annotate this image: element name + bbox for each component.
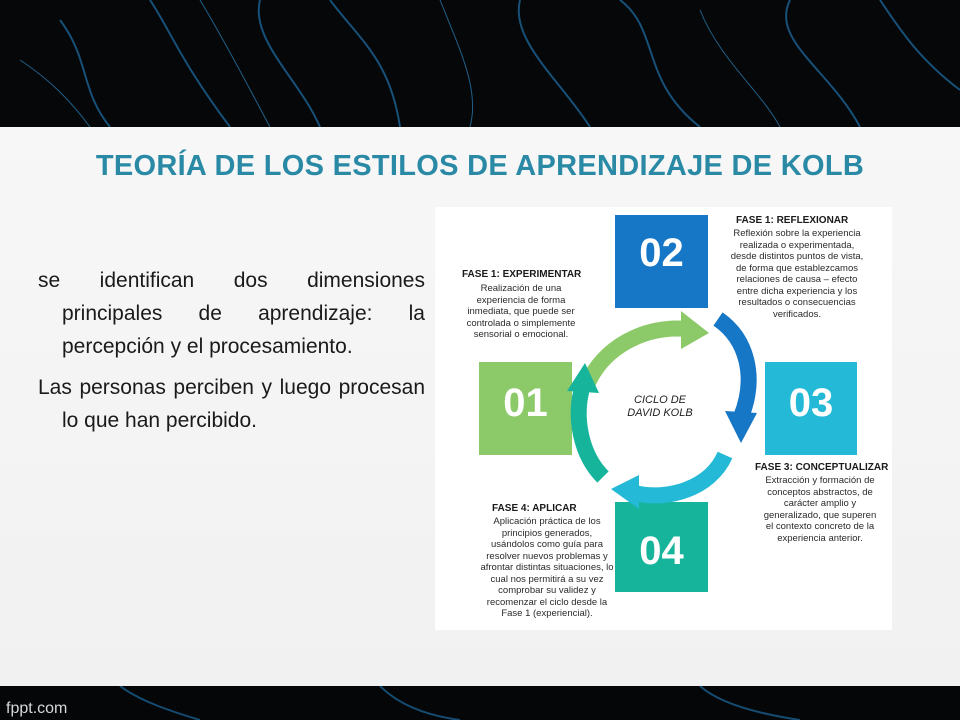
phase4-title: FASE 4: APLICAR [492, 503, 577, 514]
phase2-text: Reflexión sobre la experiencia realizada o experimentada, desde distintos puntos de vista, de forma que establezcamos relaciones de causa – efecto entre dicha experiencia y los resultados o consecuencias verificados. [730, 228, 864, 320]
blue-veins-decoration [0, 0, 960, 127]
phase4-text: Aplicación práctica de los principios generados, usándolos como guía para resolver nuevos problemas y afrontar distintas situaciones, lo cual nos permitirá a su vez comprobar su validez y recomenzar el ciclo desde la Fase 1 (experiencial). [480, 516, 614, 619]
phase1-text: Realización de una experiencia de forma inmediata, que puede ser controlada o simplemente sensorial o emocional. [466, 283, 576, 340]
box-02-label: 02 [639, 231, 684, 275]
arrow-blue [718, 319, 749, 417]
arrow-green-head [681, 311, 709, 349]
center-line-2: DAVID KOLB [627, 407, 693, 419]
footer-brand: fppt.com [6, 700, 68, 717]
paragraph-dimensions: se identifican dos dimensiones principales de aprendizaje: la percepción y el procesamiento. [38, 269, 425, 358]
slide-title: TEORÍA DE LOS ESTILOS DE APRENDIZAJE DE KOLB [95, 150, 865, 182]
kolb-cycle-diagram [435, 207, 892, 630]
arrow-blue-head [725, 411, 757, 443]
box-01-label: 01 [503, 381, 548, 425]
phase3-title: FASE 3: CONCEPTUALIZAR [755, 462, 889, 473]
arrow-green [587, 329, 687, 385]
paragraph-perception: Las personas perciben y luego procesan lo que han percibido. [38, 376, 425, 432]
phase3-text: Extracción y formación de conceptos abstractos, de carácter amplio y generalizado, que superen el contexto concreto de la experiencia anterior. [763, 475, 877, 544]
slide-body [38, 264, 425, 445]
box-04-label: 04 [639, 529, 684, 573]
cycle-center-label [605, 394, 715, 420]
arrow-teal [579, 385, 603, 477]
center-line-1: CICLO DE [634, 394, 686, 406]
background-top-decoration [0, 0, 960, 127]
blue-veins-bottom [0, 686, 960, 720]
phase2-title: FASE 1: REFLEXIONAR [736, 215, 849, 226]
box-03-label: 03 [788, 381, 834, 425]
background-bottom-decoration [0, 686, 960, 720]
phase1-title: FASE 1: EXPERIMENTAR [462, 269, 582, 280]
arrow-cyan [635, 455, 725, 495]
